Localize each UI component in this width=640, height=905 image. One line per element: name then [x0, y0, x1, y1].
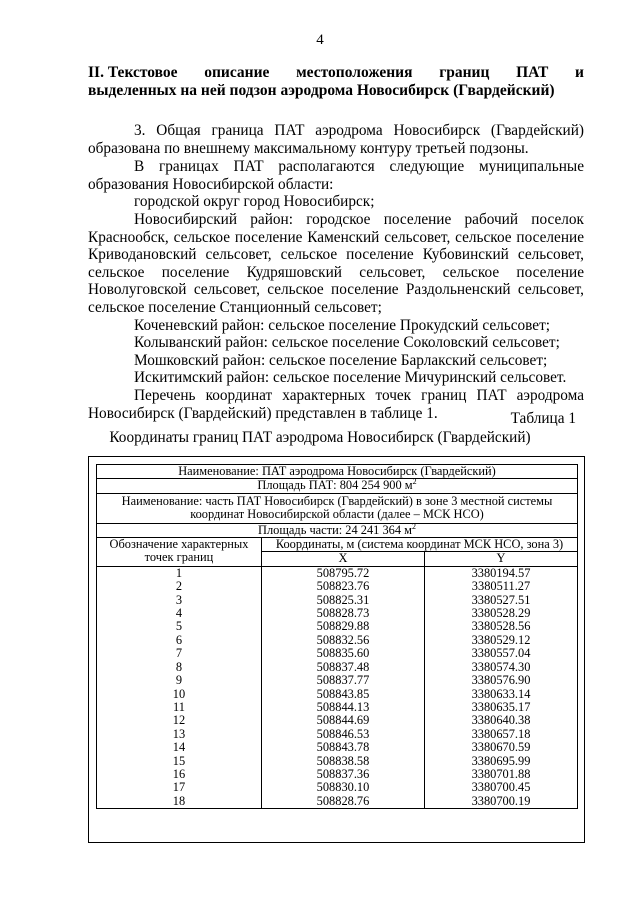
- point-number-cell: 5: [97, 620, 262, 633]
- column-header-x: X: [262, 552, 425, 566]
- x-coordinate-cell: 508837.77: [262, 674, 425, 687]
- table-row: [97, 728, 578, 741]
- paragraph-city-district: городской округ город Новосибирск;: [134, 193, 375, 211]
- table-part-name-cell: Наименование: часть ПАТ Новосибирск (Гвардейский) в зоне 3 местной системы координат Новосибирской области (далее – МСК НСО): [97, 493, 578, 523]
- table-row: [97, 661, 578, 674]
- table-row: [97, 755, 578, 768]
- y-coordinate-cell: 3380695.99: [425, 755, 578, 768]
- x-coordinate-cell: 508844.69: [262, 714, 425, 727]
- y-coordinate-cell: 3380670.59: [425, 741, 578, 754]
- paragraph-boundary: 3. Общая граница ПАТ аэродрома Новосибирск (Гвардейский) образована по внешнему максимальному контуру третьей подзоны.: [88, 122, 584, 157]
- table-part-name-row: [97, 493, 578, 523]
- x-coordinate-cell: 508835.60: [262, 647, 425, 660]
- area-text: Площадь ПАТ: 804 254 900 м: [257, 478, 413, 493]
- point-number-cell: 9: [97, 674, 262, 687]
- column-header-point: Обозначение характерных точек границ: [97, 538, 262, 567]
- x-coordinate-cell: 508843.78: [262, 741, 425, 754]
- table-name-row: [97, 465, 578, 479]
- table-row: [97, 594, 578, 607]
- section-heading: [88, 64, 584, 100]
- point-number-cell: 4: [97, 607, 262, 620]
- x-coordinate-cell: 508837.36: [262, 768, 425, 781]
- point-number-cell: 6: [97, 634, 262, 647]
- point-number-cell: 10: [97, 688, 262, 701]
- y-coordinate-cell: 3380576.90: [425, 674, 578, 687]
- heading-word: описание: [204, 64, 270, 81]
- table-row: [97, 566, 578, 580]
- y-coordinate-cell: 3380511.27: [425, 580, 578, 593]
- table-row: [97, 714, 578, 727]
- y-coordinate-cell: 3380635.17: [425, 701, 578, 714]
- paragraph-kochenevsky-district: Коченевский район: сельское поселение Прокудский сельсовет;: [134, 316, 551, 334]
- point-number-cell: 16: [97, 768, 262, 781]
- table-area-row: [97, 479, 578, 493]
- y-coordinate-cell: 3380700.19: [425, 795, 578, 809]
- point-number-cell: 11: [97, 701, 262, 714]
- heading-word: ПАТ: [516, 64, 549, 81]
- table-row: [97, 634, 578, 647]
- table-part-area-cell: [97, 523, 578, 537]
- table-row: [97, 607, 578, 620]
- x-coordinate-cell: 508830.10: [262, 781, 425, 794]
- table-row: [97, 647, 578, 660]
- point-number-cell: 2: [97, 580, 262, 593]
- heading-word: и: [575, 64, 584, 81]
- table-part-area-row: [97, 523, 578, 537]
- paragraph-iskitimsky-district: Искитимский район: сельское поселение Мичуринский сельсовет.: [134, 369, 567, 387]
- y-coordinate-cell: 3380700.45: [425, 781, 578, 794]
- area-superscript: 2: [412, 477, 417, 487]
- point-number-cell: 8: [97, 661, 262, 674]
- x-coordinate-cell: 508828.73: [262, 607, 425, 620]
- point-number-cell: 1: [97, 566, 262, 580]
- y-coordinate-cell: 3380701.88: [425, 768, 578, 781]
- table-row: [97, 781, 578, 794]
- y-coordinate-cell: 3380527.51: [425, 594, 578, 607]
- x-coordinate-cell: 508795.72: [262, 566, 425, 580]
- table-area-cell: [97, 479, 578, 493]
- table-row: [97, 674, 578, 687]
- x-coordinate-cell: 508838.58: [262, 755, 425, 768]
- paragraph-kolyvansky-district: Колыванский район: сельское поселение Соколовский сельсовет;: [134, 334, 560, 352]
- heading-line-2: выделенных на ней подзон аэродрома Новосибирск (Гвардейский): [88, 82, 555, 99]
- x-coordinate-cell: 508828.76: [262, 795, 425, 809]
- paragraph-moshkovsky-district: Мошковский район: сельское поселение Барлакский сельсовет;: [134, 351, 548, 369]
- heading-word: местоположения: [296, 64, 413, 81]
- y-coordinate-cell: 3380633.14: [425, 688, 578, 701]
- table-row: [97, 768, 578, 781]
- y-coordinate-cell: 3380657.18: [425, 728, 578, 741]
- heading-word: границ: [439, 64, 490, 81]
- part-area-text: Площадь части: 24 241 364 м: [258, 522, 412, 537]
- column-header-coords: Координаты, м (система координат МСК НСО, зона 3): [262, 538, 578, 552]
- table-row: [97, 688, 578, 701]
- point-number-cell: 3: [97, 594, 262, 607]
- x-coordinate-cell: 508844.13: [262, 701, 425, 714]
- x-coordinate-cell: 508837.48: [262, 661, 425, 674]
- x-coordinate-cell: 508823.76: [262, 580, 425, 593]
- table-row: [97, 620, 578, 633]
- point-number-cell: 7: [97, 647, 262, 660]
- table-name-cell: Наименование: ПАТ аэродрома Новосибирск (Гвардейский): [97, 465, 578, 479]
- table-header-row: [97, 538, 578, 552]
- point-number-cell: 17: [97, 781, 262, 794]
- table-label: Таблица 1: [510, 410, 576, 427]
- x-coordinate-cell: 508832.56: [262, 634, 425, 647]
- coordinates-table: [96, 464, 578, 809]
- y-coordinate-cell: 3380528.29: [425, 607, 578, 620]
- y-coordinate-cell: 3380557.04: [425, 647, 578, 660]
- x-coordinate-cell: 508843.85: [262, 688, 425, 701]
- x-coordinate-cell: 508846.53: [262, 728, 425, 741]
- paragraph-coordinates-reference: Перечень координат характерных точек границ ПАТ аэродрома Новосибирск (Гвардейский) представлен в таблице 1.: [88, 386, 584, 422]
- paragraph-municipalities-intro: В границах ПАТ располагаются следующие муниципальные образования Новосибирской области:: [88, 158, 584, 193]
- y-coordinate-cell: 3380528.56: [425, 620, 578, 633]
- x-coordinate-cell: 508829.88: [262, 620, 425, 633]
- table-row: [97, 741, 578, 754]
- paragraph-novosibirsk-district: Новосибирский район: городское поселение рабочий поселок Краснообск, сельское поселение Каменский сельсовет, сельское поселение Криводановский сельсовет, сельское поселение Кубовинский сельсовет, сельское поселение Кудряшовский сельсовет, сельское поселение Новолуговской сельсовет, сельское поселение Раздольненский сельсовет, сельское поселение Станционный сельсовет;: [88, 210, 584, 316]
- table-title: Координаты границ ПАТ аэродрома Новосибирск (Гвардейский): [109, 429, 531, 446]
- point-number-cell: 15: [97, 755, 262, 768]
- y-coordinate-cell: 3380640.38: [425, 714, 578, 727]
- y-coordinate-cell: 3380529.12: [425, 634, 578, 647]
- table-row: [97, 795, 578, 809]
- point-number-cell: 12: [97, 714, 262, 727]
- point-number-cell: 13: [97, 728, 262, 741]
- column-header-y: Y: [425, 552, 578, 566]
- y-coordinate-cell: 3380194.57: [425, 566, 578, 580]
- body-text: [88, 122, 584, 422]
- y-coordinate-cell: 3380574.30: [425, 661, 578, 674]
- part-area-superscript: 2: [411, 521, 416, 531]
- point-number-cell: 18: [97, 795, 262, 809]
- page-number: 4: [316, 32, 324, 48]
- x-coordinate-cell: 508825.31: [262, 594, 425, 607]
- table-row: [97, 701, 578, 714]
- heading-line-1: [88, 64, 584, 82]
- table-row: [97, 580, 578, 593]
- point-number-cell: 14: [97, 741, 262, 754]
- heading-word: II. Текстовое: [88, 64, 178, 81]
